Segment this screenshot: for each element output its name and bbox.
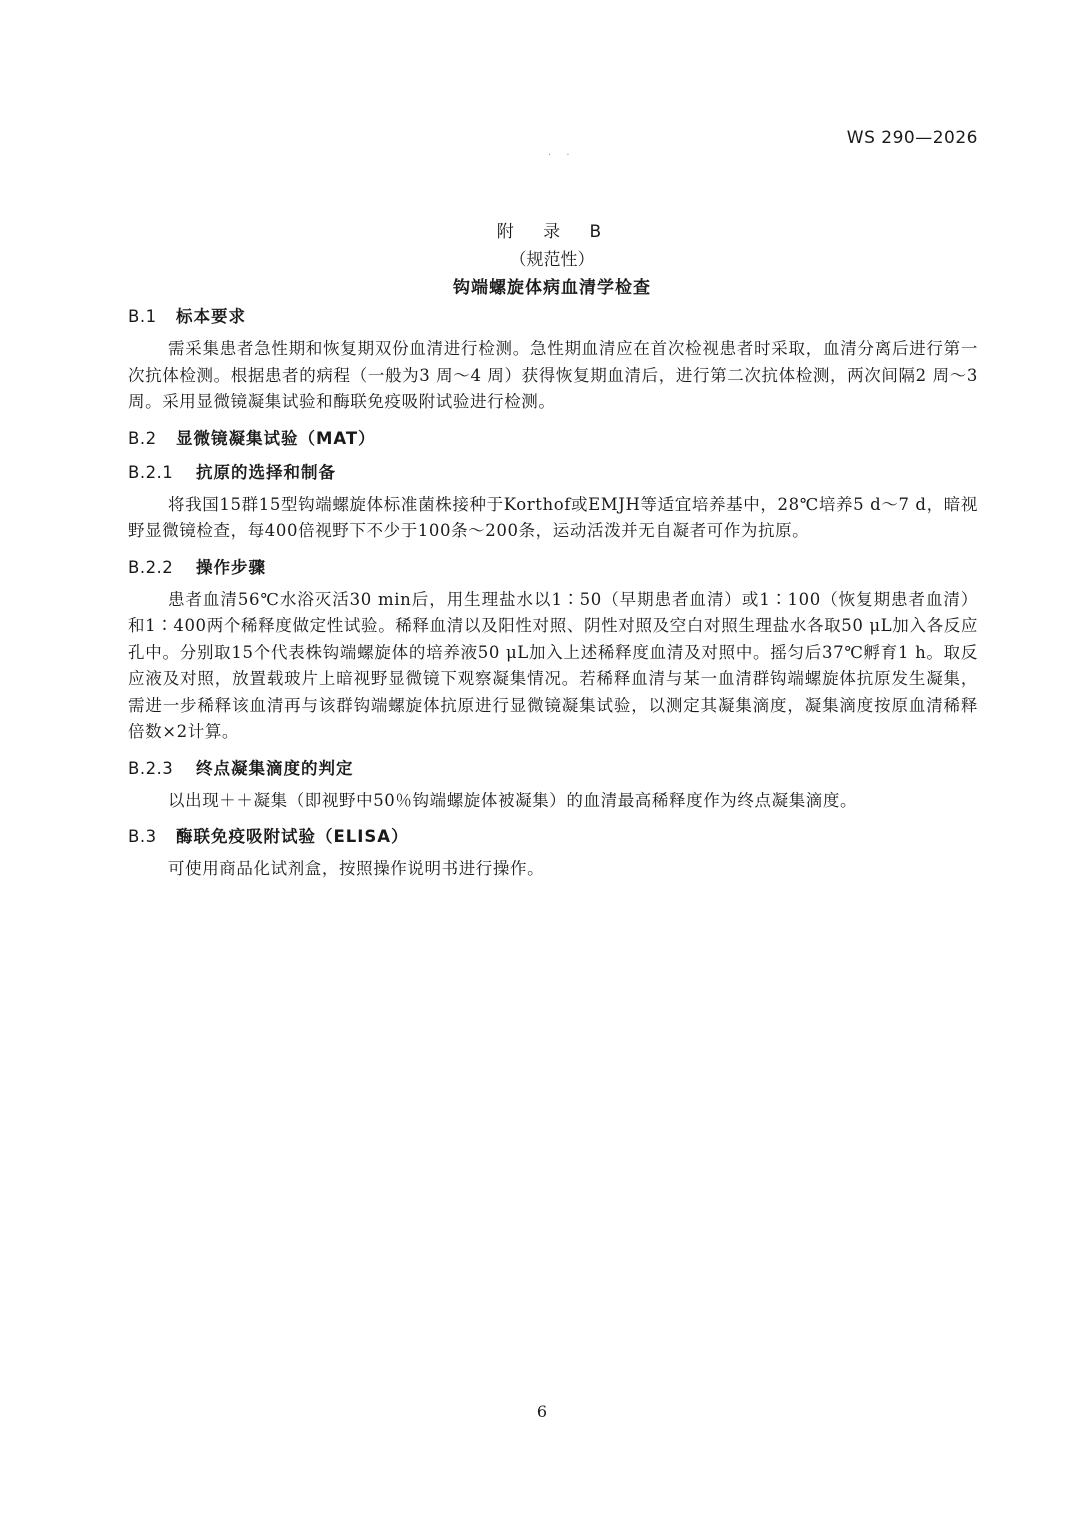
section-heading-b2-1 [128, 456, 978, 490]
section-paragraph: 将我国15群15型钩端螺旋体标准菌株接种于Korthof或EMJH等适宜培养基中，28℃培养5 d～7 d，暗视野显微镜检查，每400倍视野下不少于100条～200条，运动活泼并无自凝者可作为抗原。 [128, 494, 978, 540]
page-number: 6 [536, 1402, 548, 1421]
decorative-dots: · · [548, 150, 576, 161]
document-body [128, 300, 978, 889]
section-paragraph: 患者血清56℃水浴灭活30 min后，用生理盐水以1∶50（早期患者血清）或1∶100（恢复期患者血清）和1∶400两个稀释度做定性试验。稀释血清以及阳性对照、阴性对照及空白对照生理盐水各取50 μL加入各反应孔中。分别取15个代表株钩端螺旋体的培养液50 μL加入上述稀释度血清及对照中。摇匀后37℃孵育1 h。取反应液及对照，放置载玻片上暗视野显微镜下观察凝集情况。若稀释血清与某一血清群钩端螺旋体抗原发生凝集，需进一步稀释该血清再与该群钩端螺旋体抗原进行显微镜凝集试验，以测定其凝集滴度，凝集滴度按原血清稀释倍数×2计算。 [128, 589, 978, 741]
section-paragraph: 以出现＋＋凝集（即视野中50％钩端螺旋体被凝集）的血清最高稀释度作为终点凝集滴度。 [168, 790, 858, 810]
section-heading-b2 [128, 422, 978, 456]
appendix-type: （规范性） [509, 250, 595, 270]
section-paragraph: 可使用商品化试剂盒，按照操作说明书进行操作。 [168, 859, 545, 878]
section-heading-b2-2 [128, 551, 978, 585]
section-number: B.2.2 [128, 557, 174, 577]
section-number: B.1 [128, 307, 157, 326]
section-number: B.2.3 [128, 758, 174, 778]
section-number: B.3 [128, 827, 157, 846]
appendix-title: 钩端螺旋体病血清学检查 [453, 278, 651, 298]
section-number: B.2.1 [128, 462, 174, 482]
section-paragraph: 需采集患者急性期和恢复期双份血清进行检测。急性期血清应在首次检视患者时采取，血清分离后进行第一次抗体检测。根据患者的病程（一般为3 周～4 周）获得恢复期血清后，进行第二次抗体检测，两次间隔2 周～3 周。采用显微镜凝集试验和酶联免疫吸附试验进行检测。 [128, 339, 978, 411]
section-title: 操作步骤 [196, 557, 266, 577]
section-title: 标本要求 [176, 307, 246, 326]
section-number: B.2 [128, 428, 157, 448]
appendix-label: 附 录 B [496, 222, 608, 242]
section-heading-b3 [128, 820, 978, 854]
section-title: 酶联免疫吸附试验（ELISA） [176, 827, 409, 846]
section-title: 抗原的选择和制备 [196, 462, 336, 482]
standard-code: WS 290—2026 [846, 128, 978, 148]
section-heading-b1 [128, 300, 978, 334]
appendix-header [0, 218, 1080, 302]
section-title: 显微镜凝集试验（MAT） [176, 428, 376, 448]
section-heading-b2-3 [128, 752, 978, 786]
section-title: 终点凝集滴度的判定 [196, 758, 354, 778]
